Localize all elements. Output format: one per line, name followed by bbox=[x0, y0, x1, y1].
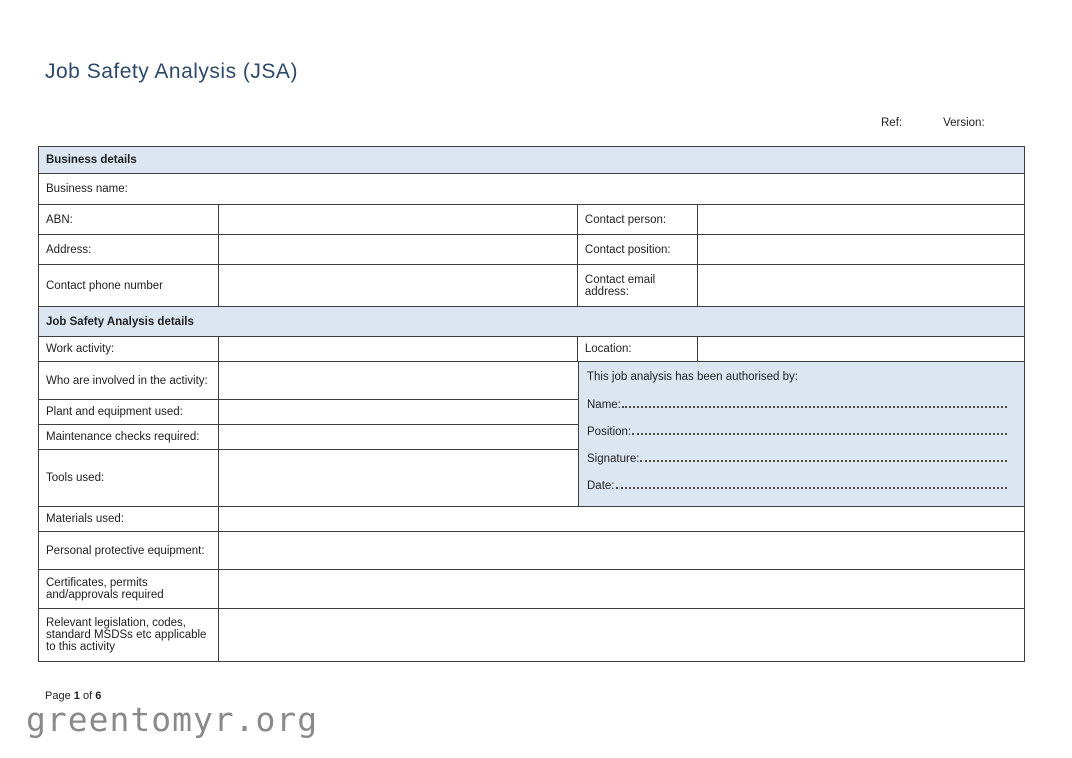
ppe-row bbox=[39, 532, 1024, 570]
who-involved-value[interactable] bbox=[219, 362, 578, 399]
contact-phone-value[interactable] bbox=[219, 265, 578, 306]
contact-email-value[interactable] bbox=[698, 265, 1024, 306]
contact-position-value[interactable] bbox=[698, 235, 1024, 264]
who-involved-row bbox=[39, 362, 578, 400]
work-activity-value[interactable] bbox=[219, 337, 578, 361]
tools-value[interactable] bbox=[219, 450, 578, 506]
jsa-details-header bbox=[39, 307, 1024, 337]
dotted-line bbox=[616, 487, 1008, 489]
abn-value[interactable] bbox=[219, 205, 578, 234]
dotted-line bbox=[640, 460, 1007, 462]
plant-equipment-value[interactable] bbox=[219, 400, 578, 424]
authorised-name-label: Name: bbox=[587, 399, 621, 411]
authorised-by-panel bbox=[579, 362, 1024, 506]
business-details-title: Business details bbox=[46, 154, 137, 166]
authorised-signature-field[interactable] bbox=[587, 444, 1007, 471]
contact-person-value[interactable] bbox=[698, 205, 1024, 234]
maintenance-row bbox=[39, 425, 578, 450]
version-label: Version: bbox=[943, 117, 985, 129]
mid-left-rows bbox=[39, 362, 579, 506]
ppe-value[interactable] bbox=[219, 532, 1024, 569]
address-value[interactable] bbox=[219, 235, 578, 264]
contact-phone-label: Contact phone number bbox=[39, 265, 219, 306]
abn-label: ABN: bbox=[39, 205, 219, 234]
abn-contact-person-row bbox=[39, 205, 1024, 235]
work-activity-label: Work activity: bbox=[39, 337, 219, 361]
legislation-value[interactable] bbox=[219, 609, 1024, 661]
contact-position-label: Contact position: bbox=[578, 235, 698, 264]
materials-label: Materials used: bbox=[39, 507, 219, 531]
address-contact-position-row bbox=[39, 235, 1024, 265]
phone-email-row bbox=[39, 265, 1024, 307]
certificates-value[interactable] bbox=[219, 570, 1024, 608]
ref-version-line bbox=[881, 117, 985, 129]
ppe-label: Personal protective equipment: bbox=[39, 532, 219, 569]
work-activity-location-row bbox=[39, 337, 1024, 362]
plant-equipment-row bbox=[39, 400, 578, 425]
who-involved-label: Who are involved in the activity: bbox=[39, 362, 219, 399]
plant-equipment-label: Plant and equipment used: bbox=[39, 400, 219, 424]
authorised-date-field[interactable] bbox=[587, 471, 1007, 498]
contact-email-label: Contact email address: bbox=[578, 265, 698, 306]
contact-person-label: Contact person: bbox=[578, 205, 698, 234]
dotted-line bbox=[622, 406, 1007, 408]
location-label: Location: bbox=[578, 337, 698, 361]
authorised-position-label: Position: bbox=[587, 426, 632, 438]
tools-label: Tools used: bbox=[39, 450, 219, 506]
jsa-details-title: Job Safety Analysis details bbox=[46, 315, 194, 328]
legislation-row bbox=[39, 609, 1024, 661]
authorised-date-label: Date: bbox=[587, 480, 615, 492]
ref-label: Ref: bbox=[881, 117, 903, 129]
business-name-row bbox=[39, 174, 1024, 205]
maintenance-value[interactable] bbox=[219, 425, 578, 449]
footer-page-total: 6 bbox=[95, 690, 102, 702]
footer-page-label: Page bbox=[45, 690, 71, 702]
authorised-signature-label: Signature: bbox=[587, 453, 640, 465]
page-title: Job Safety Analysis (JSA) bbox=[45, 60, 298, 83]
certificates-row bbox=[39, 570, 1024, 609]
address-label: Address: bbox=[39, 235, 219, 264]
business-name-label: Business name: bbox=[46, 183, 128, 195]
authorised-position-field[interactable] bbox=[587, 417, 1007, 444]
certificates-label: Certificates, permits and/approvals required bbox=[39, 570, 219, 608]
footer-page-number: 1 bbox=[73, 690, 80, 702]
materials-value[interactable] bbox=[219, 507, 1024, 531]
location-value[interactable] bbox=[698, 337, 1024, 361]
tools-row bbox=[39, 450, 578, 506]
footer-of-label: of bbox=[82, 690, 93, 702]
maintenance-label: Maintenance checks required: bbox=[39, 425, 219, 449]
materials-row bbox=[39, 507, 1024, 532]
jsa-form-table bbox=[38, 146, 1025, 662]
dotted-line bbox=[632, 433, 1007, 435]
watermark-text: greentomyr.org bbox=[26, 700, 319, 739]
authorised-heading: This job analysis has been authorised by: bbox=[587, 371, 798, 383]
legislation-label: Relevant legislation, codes, standard MSDSs etc applicable to this activity bbox=[39, 609, 219, 661]
mid-section bbox=[39, 362, 1024, 507]
authorised-name-field[interactable] bbox=[587, 390, 1007, 417]
business-details-header bbox=[39, 147, 1024, 174]
